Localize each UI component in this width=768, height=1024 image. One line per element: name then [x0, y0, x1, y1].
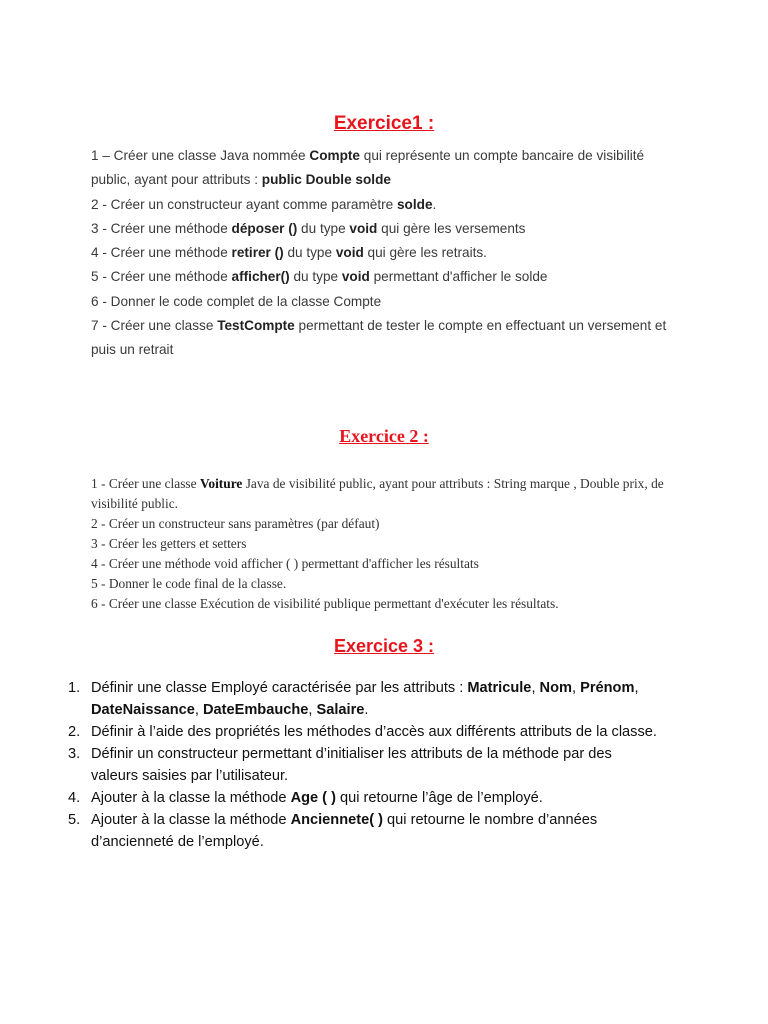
- exercise3-item-5: 5. Ajouter à la classe la méthode Anciennete( ) qui retourne le nombre d’années d’ancienneté de l’employé.: [68, 809, 658, 853]
- exercise2-item-4: 4 - Créer une méthode void afficher ( ) permettant d'afficher les résultats: [91, 556, 479, 571]
- exercise3-item-2: 2. Définir à l’aide des propriétés les méthodes d’accès aux différents attributs de la classe.: [68, 721, 658, 743]
- exercise1-item-7: 7 - Créer une classe TestCompte permettant de tester le compte en effectuant un versement et puis un retrait: [91, 318, 667, 358]
- list-number: 4.: [68, 790, 81, 806]
- exercise1-item-4: 4 - Créer une méthode retirer () du type void qui gère les retraits.: [91, 245, 487, 261]
- list-number: 3.: [68, 746, 81, 762]
- exercise2-item-5: 5 - Donner le code final de la classe.: [91, 576, 287, 591]
- exercise1-item-1: 1 – Créer une classe Java nommée Compte qui représente un compte bancaire de visibilité public, ayant pour attributs : public Double solde: [91, 148, 645, 188]
- exercise3-item-1: 1. Définir une classe Employé caractérisée par les attributs : Matricule, Nom, Prénom, DateNaissance, DateEmbauche, Salaire.: [68, 677, 658, 721]
- exercise3-list: [68, 677, 658, 853]
- exercise1-item-5: 5 - Créer une méthode afficher() du type void permettant d'afficher le solde: [91, 269, 548, 285]
- list-number: 2.: [68, 724, 81, 740]
- exercise1-body: [91, 144, 671, 363]
- exercise2-body: [91, 474, 681, 614]
- exercise1-title: Exercice1 :: [333, 113, 435, 134]
- exercise2-item-2: 2 - Créer un constructeur sans paramètres (par défaut): [91, 516, 380, 531]
- exercise2-item-1: 1 - Créer une classe Voiture Java de visibilité public, ayant pour attributs : String marque , Double prix, de visibilité public.: [91, 476, 664, 511]
- exercise1-item-6: 6 - Donner le code complet de la classe Compte: [91, 293, 382, 309]
- exercise2-title: Exercice 2 :: [339, 426, 429, 446]
- exercise3-item-4: 4. Ajouter à la classe la méthode Age ( ) qui retourne l’âge de l’employé.: [68, 787, 658, 809]
- exercise1-item-2: 2 - Créer un constructeur ayant comme paramètre solde.: [91, 196, 437, 212]
- exercise3-item-3: 3. Définir un constructeur permettant d’initialiser les attributs de la méthode par des valeurs saisies par l’utilisateur.: [68, 743, 658, 787]
- exercise3-title: Exercice 3 :: [333, 636, 435, 656]
- exercise2-item-3: 3 - Créer les getters et setters: [91, 536, 247, 551]
- list-number: 5.: [68, 812, 81, 828]
- exercise1-item-3: 3 - Créer une méthode déposer () du type void qui gère les versements: [91, 220, 526, 236]
- list-number: 1.: [68, 680, 81, 696]
- exercise2-item-6: 6 - Créer une classe Exécution de visibilité publique permettant d'exécuter les résultats.: [91, 596, 559, 611]
